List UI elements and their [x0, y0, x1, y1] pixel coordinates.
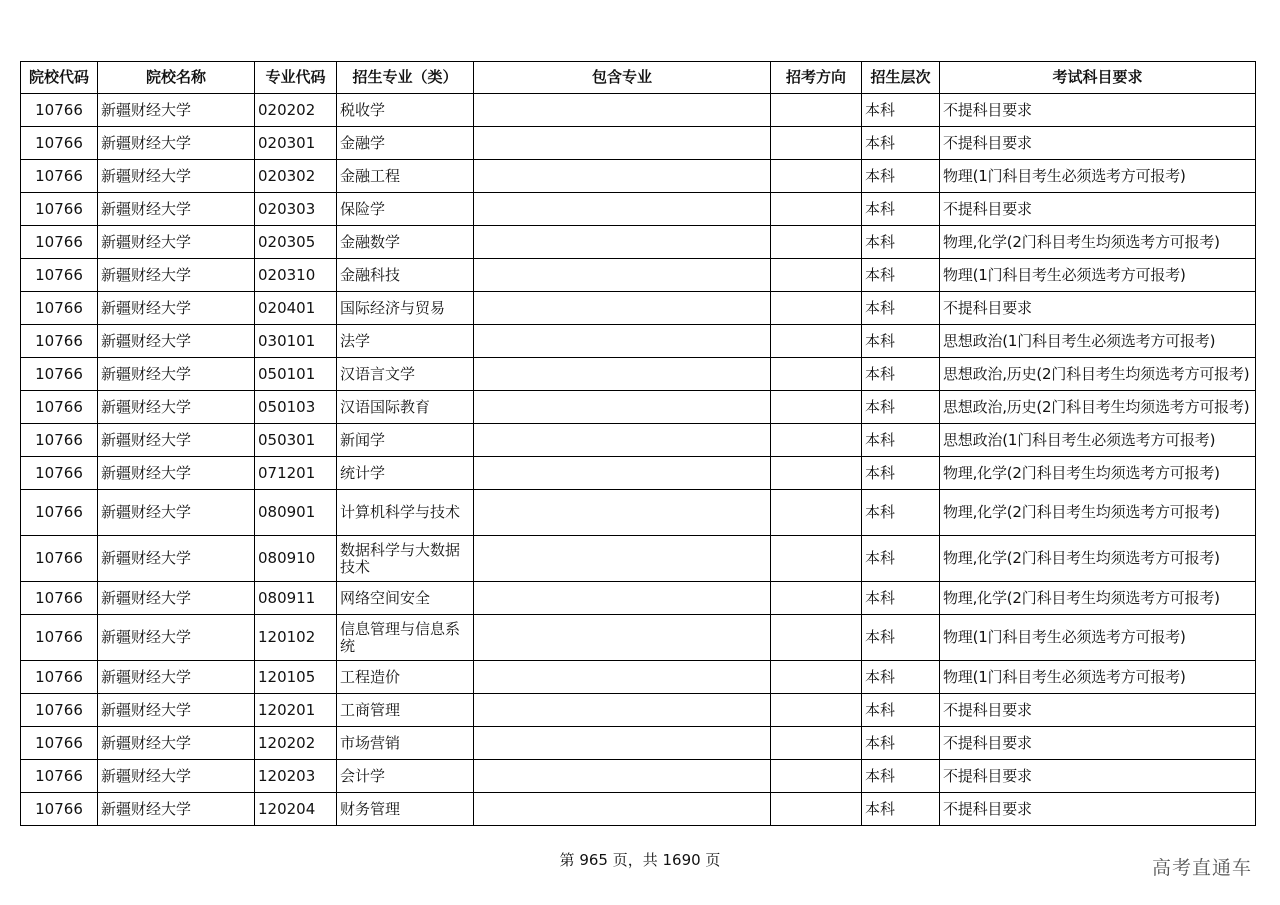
cell-school-name: 新疆财经大学 [98, 358, 255, 391]
header-level: 招生层次 [862, 62, 940, 94]
cell-school-code: 10766 [21, 292, 98, 325]
table-row [21, 457, 1256, 490]
cell-school-code: 10766 [21, 160, 98, 193]
cell-major-code: 120105 [255, 661, 337, 694]
cell-level: 本科 [862, 490, 940, 536]
cell-level: 本科 [862, 391, 940, 424]
cell-level: 本科 [862, 325, 940, 358]
cell-level: 本科 [862, 536, 940, 582]
cell-subject-requirement: 不提科目要求 [940, 694, 1256, 727]
cell-included-majors [474, 615, 771, 661]
table-row [21, 292, 1256, 325]
cell-subject-requirement: 不提科目要求 [940, 127, 1256, 160]
cell-major-code: 080911 [255, 582, 337, 615]
table-row [21, 760, 1256, 793]
cell-included-majors [474, 292, 771, 325]
cell-subject-requirement: 思想政治(1门科目考生必须选考方可报考) [940, 325, 1256, 358]
cell-direction [771, 793, 862, 826]
cell-direction [771, 582, 862, 615]
cell-major-code: 020310 [255, 259, 337, 292]
cell-major-code: 120203 [255, 760, 337, 793]
cell-level: 本科 [862, 94, 940, 127]
cell-subject-requirement: 不提科目要求 [940, 193, 1256, 226]
cell-major: 统计学 [337, 457, 474, 490]
cell-school-code: 10766 [21, 358, 98, 391]
cell-major-code: 120202 [255, 727, 337, 760]
table-row [21, 127, 1256, 160]
cell-level: 本科 [862, 582, 940, 615]
cell-level: 本科 [862, 127, 940, 160]
cell-school-code: 10766 [21, 193, 98, 226]
cell-subject-requirement: 物理(1门科目考生必须选考方可报考) [940, 259, 1256, 292]
cell-included-majors [474, 536, 771, 582]
header-major-code: 专业代码 [255, 62, 337, 94]
cell-included-majors [474, 226, 771, 259]
cell-included-majors [474, 424, 771, 457]
cell-level: 本科 [862, 661, 940, 694]
cell-major: 国际经济与贸易 [337, 292, 474, 325]
cell-included-majors [474, 127, 771, 160]
cell-direction [771, 127, 862, 160]
cell-included-majors [474, 325, 771, 358]
page-number-text: 第 965 页，共 1690 页 [559, 851, 721, 869]
table-row [21, 490, 1256, 536]
cell-major-code: 050101 [255, 358, 337, 391]
cell-included-majors [474, 259, 771, 292]
cell-level: 本科 [862, 424, 940, 457]
cell-school-code: 10766 [21, 457, 98, 490]
cell-school-name: 新疆财经大学 [98, 727, 255, 760]
cell-subject-requirement: 物理,化学(2门科目考生均须选考方可报考) [940, 490, 1256, 536]
cell-direction [771, 292, 862, 325]
cell-level: 本科 [862, 694, 940, 727]
cell-major-code: 050103 [255, 391, 337, 424]
cell-major-code: 120102 [255, 615, 337, 661]
header-subject-requirement: 考试科目要求 [940, 62, 1256, 94]
cell-school-name: 新疆财经大学 [98, 793, 255, 826]
cell-level: 本科 [862, 193, 940, 226]
cell-included-majors [474, 760, 771, 793]
cell-school-code: 10766 [21, 661, 98, 694]
cell-included-majors [474, 582, 771, 615]
cell-major-code: 030101 [255, 325, 337, 358]
cell-major: 新闻学 [337, 424, 474, 457]
cell-major-code: 080901 [255, 490, 337, 536]
cell-direction [771, 193, 862, 226]
cell-major: 法学 [337, 325, 474, 358]
cell-major-code: 120201 [255, 694, 337, 727]
cell-included-majors [474, 94, 771, 127]
cell-included-majors [474, 358, 771, 391]
cell-subject-requirement: 不提科目要求 [940, 760, 1256, 793]
cell-major: 金融数学 [337, 226, 474, 259]
cell-major: 会计学 [337, 760, 474, 793]
cell-level: 本科 [862, 760, 940, 793]
cell-subject-requirement: 思想政治,历史(2门科目考生均须选考方可报考) [940, 358, 1256, 391]
cell-subject-requirement: 不提科目要求 [940, 292, 1256, 325]
cell-level: 本科 [862, 226, 940, 259]
cell-direction [771, 694, 862, 727]
cell-direction [771, 661, 862, 694]
cell-school-code: 10766 [21, 793, 98, 826]
cell-school-name: 新疆财经大学 [98, 536, 255, 582]
admission-table [20, 61, 1256, 826]
header-school-code: 院校代码 [21, 62, 98, 94]
cell-level: 本科 [862, 259, 940, 292]
cell-major-code: 020305 [255, 226, 337, 259]
cell-school-name: 新疆财经大学 [98, 193, 255, 226]
cell-subject-requirement: 物理,化学(2门科目考生均须选考方可报考) [940, 226, 1256, 259]
cell-included-majors [474, 160, 771, 193]
cell-included-majors [474, 193, 771, 226]
cell-direction [771, 226, 862, 259]
cell-subject-requirement: 物理(1门科目考生必须选考方可报考) [940, 615, 1256, 661]
table-row [21, 226, 1256, 259]
cell-school-code: 10766 [21, 615, 98, 661]
cell-major-code: 020401 [255, 292, 337, 325]
cell-major: 金融学 [337, 127, 474, 160]
cell-major: 工程造价 [337, 661, 474, 694]
table-row [21, 694, 1256, 727]
cell-school-name: 新疆财经大学 [98, 760, 255, 793]
cell-school-code: 10766 [21, 536, 98, 582]
cell-subject-requirement: 物理(1门科目考生必须选考方可报考) [940, 661, 1256, 694]
cell-school-code: 10766 [21, 694, 98, 727]
cell-included-majors [474, 490, 771, 536]
cell-major: 金融科技 [337, 259, 474, 292]
cell-direction [771, 160, 862, 193]
cell-subject-requirement: 物理,化学(2门科目考生均须选考方可报考) [940, 582, 1256, 615]
header-included-majors: 包含专业 [474, 62, 771, 94]
cell-school-name: 新疆财经大学 [98, 615, 255, 661]
table-row [21, 582, 1256, 615]
cell-subject-requirement: 物理(1门科目考生必须选考方可报考) [940, 160, 1256, 193]
cell-direction [771, 727, 862, 760]
cell-school-name: 新疆财经大学 [98, 424, 255, 457]
cell-major: 计算机科学与技术 [337, 490, 474, 536]
cell-major: 市场营销 [337, 727, 474, 760]
cell-direction [771, 94, 862, 127]
cell-school-code: 10766 [21, 391, 98, 424]
cell-level: 本科 [862, 615, 940, 661]
cell-school-name: 新疆财经大学 [98, 160, 255, 193]
cell-direction [771, 424, 862, 457]
table-row [21, 193, 1256, 226]
cell-included-majors [474, 793, 771, 826]
cell-included-majors [474, 661, 771, 694]
table-row [21, 325, 1256, 358]
watermark-text: 高考直通车 [1151, 857, 1252, 879]
cell-direction [771, 760, 862, 793]
table-row [21, 793, 1256, 826]
table-row [21, 536, 1256, 582]
header-major: 招生专业（类） [337, 62, 474, 94]
cell-direction [771, 325, 862, 358]
cell-school-code: 10766 [21, 424, 98, 457]
table-row [21, 259, 1256, 292]
cell-included-majors [474, 457, 771, 490]
cell-school-name: 新疆财经大学 [98, 694, 255, 727]
cell-major-code: 020301 [255, 127, 337, 160]
cell-major-code: 020302 [255, 160, 337, 193]
cell-school-name: 新疆财经大学 [98, 391, 255, 424]
cell-major: 工商管理 [337, 694, 474, 727]
cell-school-name: 新疆财经大学 [98, 325, 255, 358]
cell-school-code: 10766 [21, 259, 98, 292]
cell-included-majors [474, 727, 771, 760]
cell-subject-requirement: 物理,化学(2门科目考生均须选考方可报考) [940, 536, 1256, 582]
cell-direction [771, 457, 862, 490]
cell-major: 网络空间安全 [337, 582, 474, 615]
cell-school-name: 新疆财经大学 [98, 226, 255, 259]
cell-subject-requirement: 物理,化学(2门科目考生均须选考方可报考) [940, 457, 1256, 490]
cell-level: 本科 [862, 292, 940, 325]
cell-major: 财务管理 [337, 793, 474, 826]
header-direction: 招考方向 [771, 62, 862, 94]
cell-direction [771, 358, 862, 391]
cell-school-code: 10766 [21, 94, 98, 127]
table-row [21, 615, 1256, 661]
cell-major-code: 080910 [255, 536, 337, 582]
cell-level: 本科 [862, 727, 940, 760]
table-row [21, 727, 1256, 760]
cell-direction [771, 536, 862, 582]
cell-school-name: 新疆财经大学 [98, 457, 255, 490]
cell-school-name: 新疆财经大学 [98, 259, 255, 292]
cell-major: 数据科学与大数据技术 [337, 536, 474, 582]
cell-school-code: 10766 [21, 226, 98, 259]
table-row [21, 424, 1256, 457]
cell-school-code: 10766 [21, 760, 98, 793]
cell-school-code: 10766 [21, 127, 98, 160]
cell-school-name: 新疆财经大学 [98, 490, 255, 536]
cell-major: 信息管理与信息系统 [337, 615, 474, 661]
cell-major-code: 050301 [255, 424, 337, 457]
table-row [21, 94, 1256, 127]
cell-school-name: 新疆财经大学 [98, 582, 255, 615]
cell-direction [771, 391, 862, 424]
cell-school-code: 10766 [21, 325, 98, 358]
cell-major: 税收学 [337, 94, 474, 127]
cell-major-code: 020202 [255, 94, 337, 127]
cell-major: 保险学 [337, 193, 474, 226]
cell-subject-requirement: 不提科目要求 [940, 94, 1256, 127]
cell-direction [771, 615, 862, 661]
cell-major: 金融工程 [337, 160, 474, 193]
table-header-row [21, 62, 1256, 94]
cell-included-majors [474, 391, 771, 424]
table-body [21, 94, 1256, 826]
cell-school-name: 新疆财经大学 [98, 292, 255, 325]
table-row [21, 358, 1256, 391]
cell-level: 本科 [862, 793, 940, 826]
cell-subject-requirement: 不提科目要求 [940, 793, 1256, 826]
cell-major-code: 020303 [255, 193, 337, 226]
cell-level: 本科 [862, 358, 940, 391]
cell-level: 本科 [862, 160, 940, 193]
cell-school-name: 新疆财经大学 [98, 127, 255, 160]
cell-direction [771, 259, 862, 292]
table-row [21, 661, 1256, 694]
cell-direction [771, 490, 862, 536]
cell-school-name: 新疆财经大学 [98, 661, 255, 694]
cell-school-name: 新疆财经大学 [98, 94, 255, 127]
cell-subject-requirement: 思想政治(1门科目考生必须选考方可报考) [940, 424, 1256, 457]
cell-school-code: 10766 [21, 490, 98, 536]
cell-major: 汉语国际教育 [337, 391, 474, 424]
cell-school-code: 10766 [21, 727, 98, 760]
table-row [21, 160, 1256, 193]
cell-major: 汉语言文学 [337, 358, 474, 391]
header-school-name: 院校名称 [98, 62, 255, 94]
cell-school-code: 10766 [21, 582, 98, 615]
cell-level: 本科 [862, 457, 940, 490]
page-footer [0, 849, 1280, 870]
cell-major-code: 071201 [255, 457, 337, 490]
cell-included-majors [474, 694, 771, 727]
table-row [21, 391, 1256, 424]
cell-major-code: 120204 [255, 793, 337, 826]
cell-subject-requirement: 不提科目要求 [940, 727, 1256, 760]
cell-subject-requirement: 思想政治,历史(2门科目考生均须选考方可报考) [940, 391, 1256, 424]
